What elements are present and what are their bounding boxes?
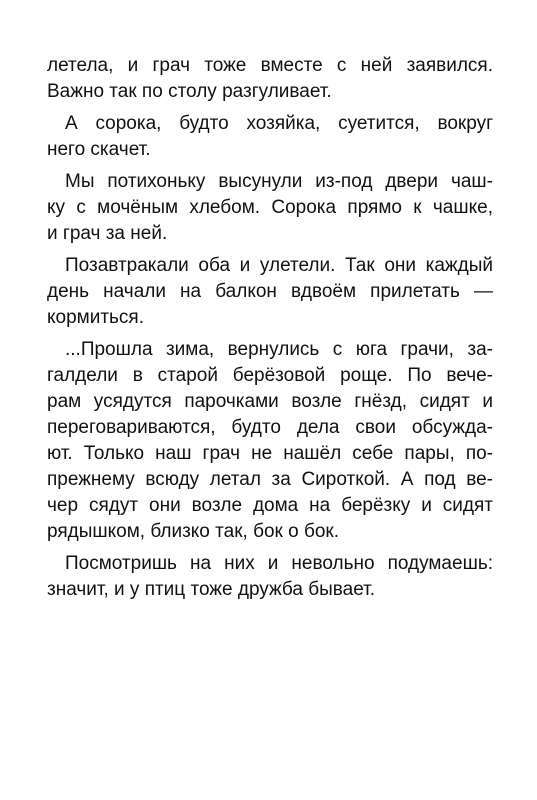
text-line: ку с мочёным хлебом. Сорока прямо к чашке,: [47, 197, 493, 218]
text-line: ют. Только наш грач не нашёл себе пары, по-: [47, 443, 493, 464]
text-line: Позавтракали оба и улетели. Так они каждый: [65, 255, 493, 276]
text-line: рядышком, близко так, бок о бок.: [47, 521, 340, 542]
text-line: чер сядут они возле дома на берёзку и сидят: [47, 495, 493, 516]
paragraph-5: [47, 337, 493, 545]
text-line: А сорока, будто хозяйка, суетится, вокруг: [65, 113, 493, 134]
text-line: рам усядутся парочками возле гнёзд, сидят и: [47, 391, 493, 412]
text-line: значит, и у птиц тоже дружба бывает.: [47, 579, 376, 600]
paragraph-4: [47, 253, 493, 331]
text-line: летела, и грач тоже вместе с ней заявился.: [47, 55, 493, 76]
text-line: Посмотришь на них и невольно подумаешь:: [65, 553, 493, 574]
story-text: [47, 53, 493, 609]
paragraph-1: [47, 53, 493, 105]
text-line: него скачет.: [47, 139, 151, 160]
text-line: ...Прошла зима, вернулись с юга грачи, за-: [65, 339, 493, 360]
text-line: кормиться.: [47, 307, 145, 328]
text-line: галдели в старой берёзовой роще. По вече-: [47, 365, 493, 386]
text-line: Мы потихоньку высунули из-под двери чаш-: [65, 171, 493, 192]
text-line: Важно так по столу разгуливает.: [47, 81, 332, 102]
text-line: прежнему всюду летал за Сироткой. А под ве-: [47, 469, 493, 490]
paragraph-6: [47, 551, 493, 603]
text-line: переговариваются, будто дела свои обсужда-: [47, 417, 493, 438]
text-line: и грач за ней.: [47, 223, 168, 244]
text-line: день начали на балкон вдвоём прилетать —: [47, 281, 493, 302]
paragraph-2: [47, 111, 493, 163]
paragraph-3: [47, 169, 493, 247]
